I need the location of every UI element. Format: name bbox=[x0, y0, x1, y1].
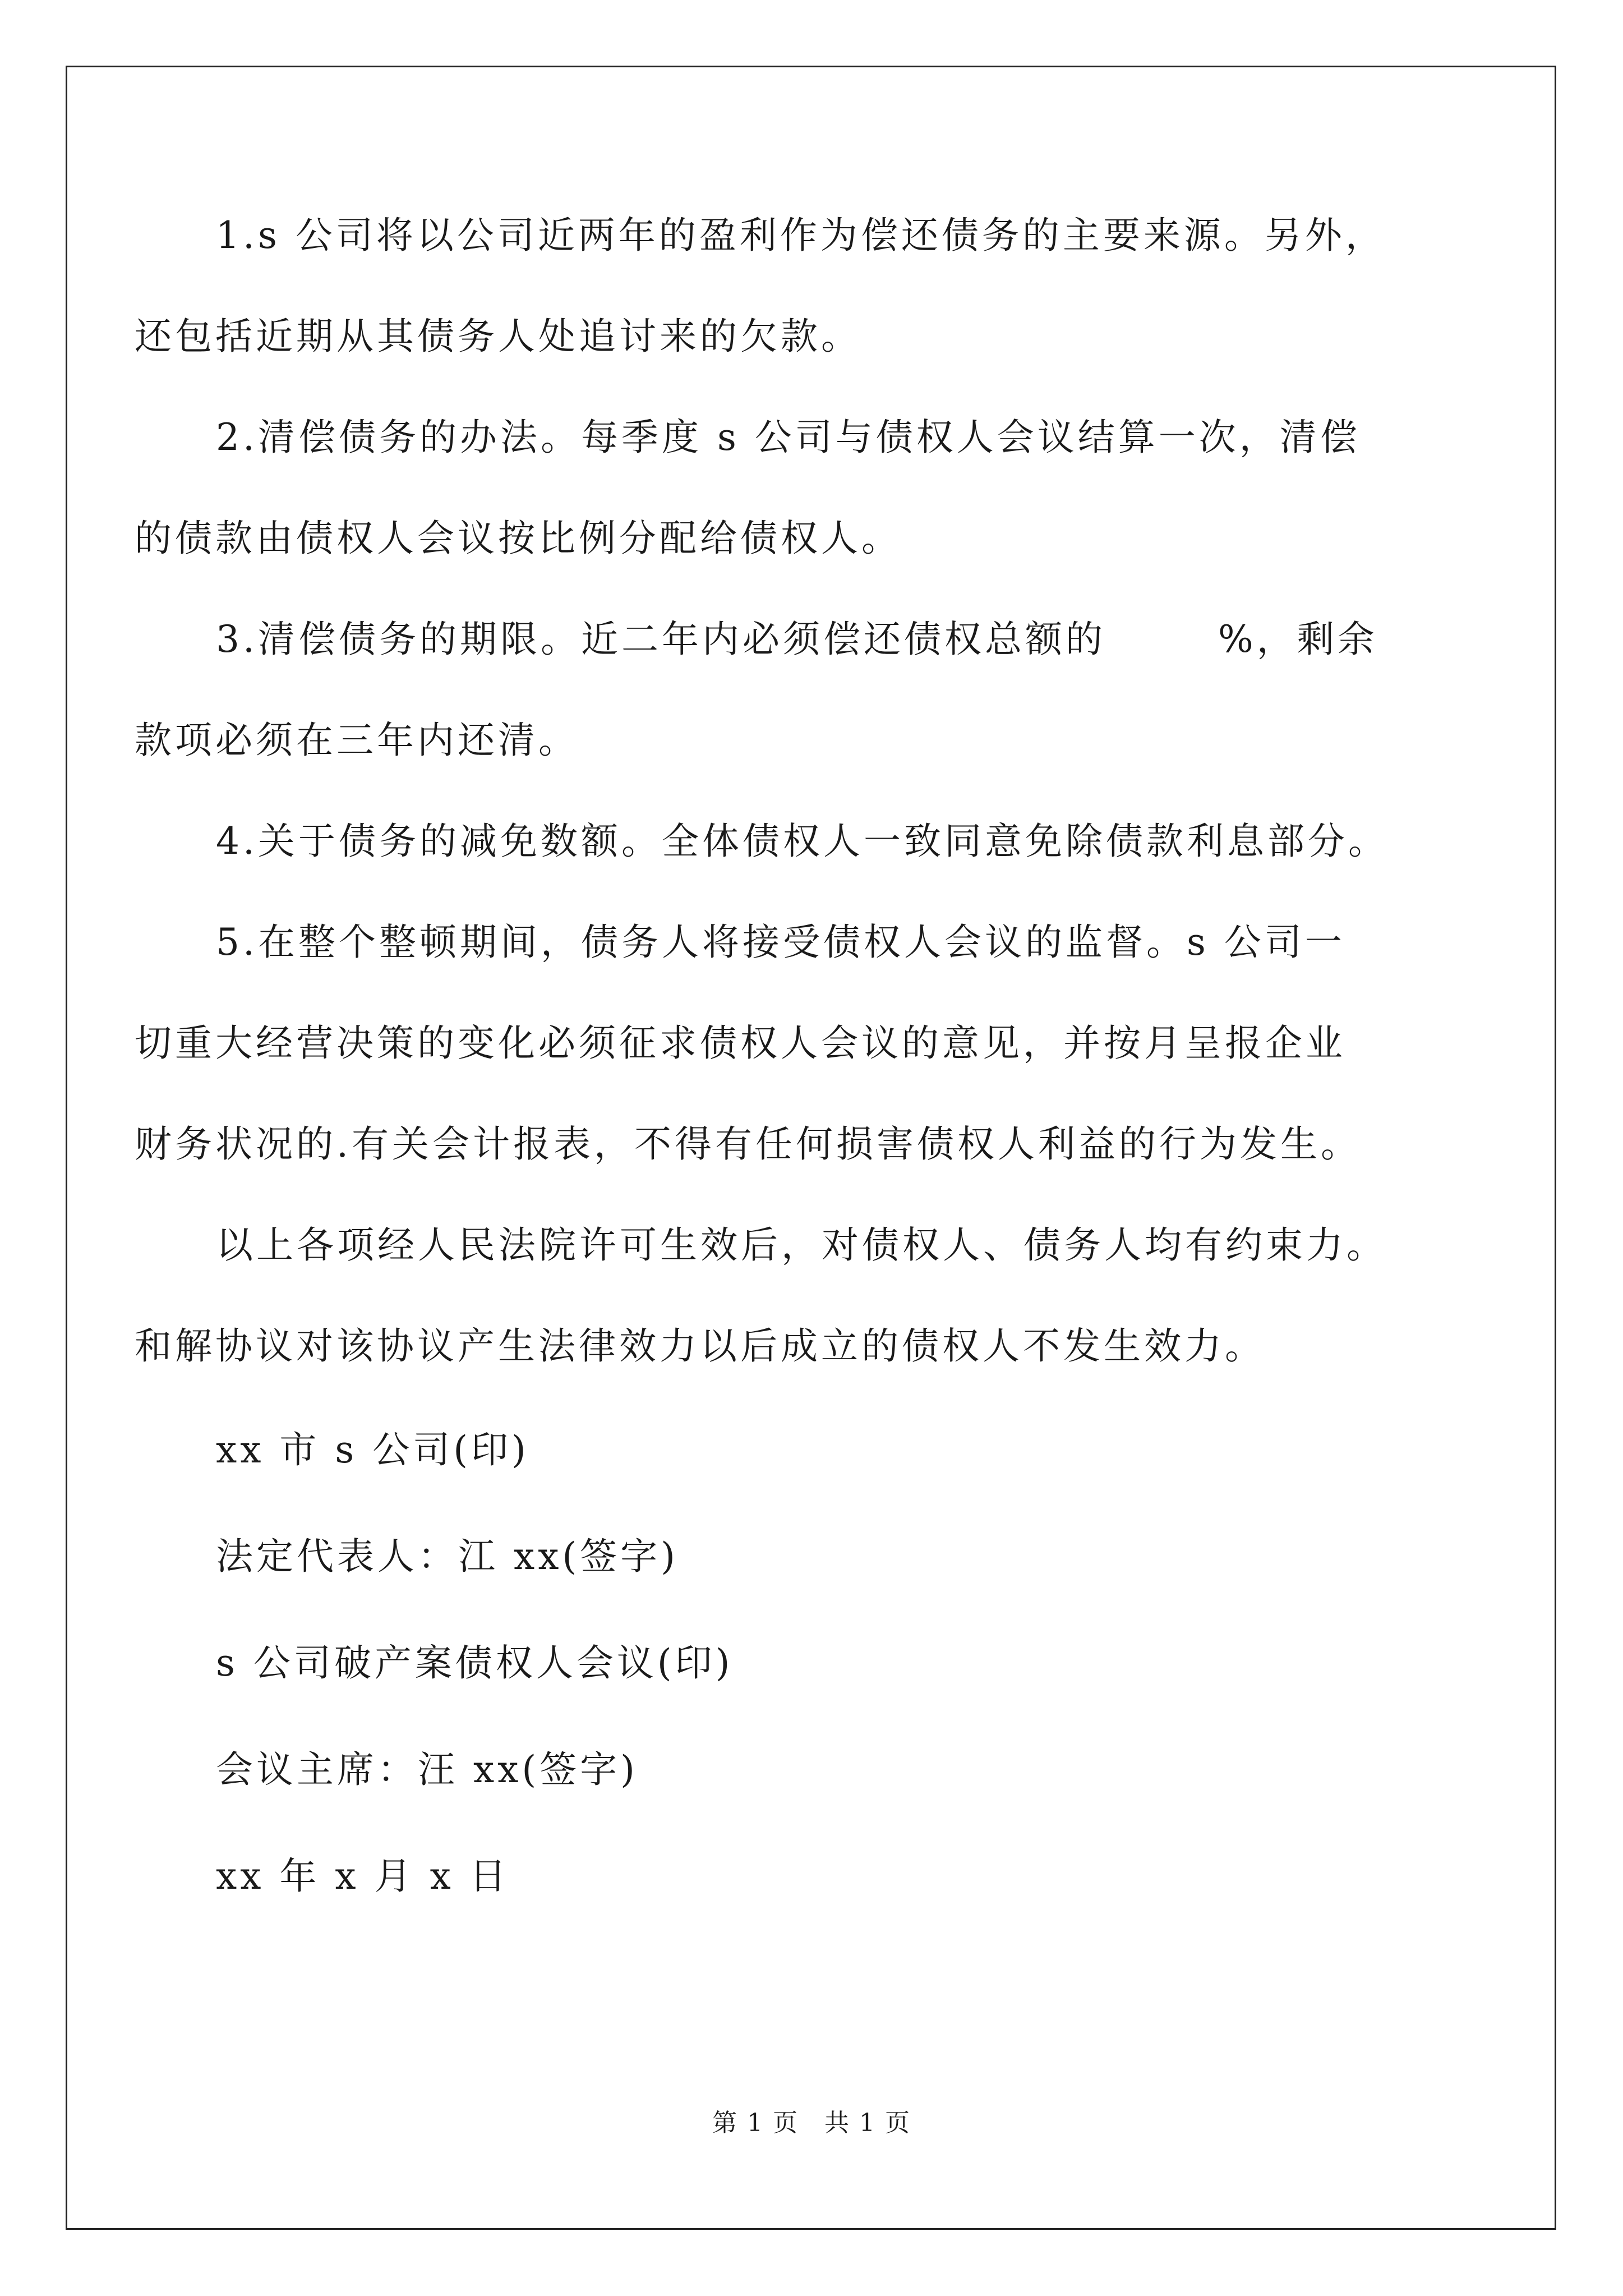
paragraph-1-line-2: 还包括近期从其债务人处追讨来的欠款。 bbox=[135, 315, 861, 358]
paragraph-6-line-2: 和解协议对该协议产生法律效力以后成立的债权人不发生效力。 bbox=[135, 1324, 1265, 1368]
signature-date: xx 年 x 月 x 日 bbox=[216, 1855, 510, 1898]
signature-company-seal: xx 市 s 公司(印) bbox=[216, 1428, 529, 1471]
paragraph-4-line-1: 4.关于债务的减免数额。全体债权人一致同意免除债款利息部分。 bbox=[216, 820, 1389, 863]
paragraph-5-line-2: 切重大经营决策的变化必须征求债权人会议的意见，并按月呈报企业 bbox=[135, 1022, 1346, 1065]
signature-creditors-meeting-seal: s 公司破产案债权人会议(印) bbox=[216, 1641, 734, 1685]
paragraph-3-text-after-blank: %，剩余 bbox=[1218, 618, 1378, 661]
paragraph-5-line-3: 财务状况的.有关会计报表，不得有任何损害债权人利益的行为发生。 bbox=[135, 1122, 1361, 1166]
document-body bbox=[135, 185, 1436, 1930]
signature-meeting-chair: 会议主席：汪 xx(签字) bbox=[216, 1748, 638, 1791]
page-number-footer: 第 1 页 共 1 页 bbox=[712, 2109, 911, 2137]
paragraph-3-text-before-blank: 3.清偿债务的期限。近二年内必须偿还债权总额的 bbox=[216, 618, 1106, 661]
paragraph-1-line-1: 1.s 公司将以公司近两年的盈利作为偿还债务的主要来源。另外， bbox=[216, 214, 1386, 257]
paragraph-6-line-1: 以上各项经人民法院许可生效后，对债权人、债务人均有约束力。 bbox=[216, 1223, 1387, 1267]
paragraph-5-line-1: 5.在整个整顿期间，债务人将接受债权人会议的监督。s 公司一 bbox=[216, 921, 1345, 964]
paragraph-2-line-1: 2.清偿债务的办法。每季度 s 公司与债权人会议结算一次，清偿 bbox=[216, 416, 1361, 459]
paragraph-3-line-2: 款项必须在三年内还清。 bbox=[135, 719, 579, 762]
signature-legal-representative: 法定代表人：江 xx(签字) bbox=[216, 1535, 679, 1578]
paragraph-2-line-2: 的债款由债权人会议按比例分配给债权人。 bbox=[135, 517, 902, 560]
paragraph-3-line-1 bbox=[135, 589, 1436, 690]
